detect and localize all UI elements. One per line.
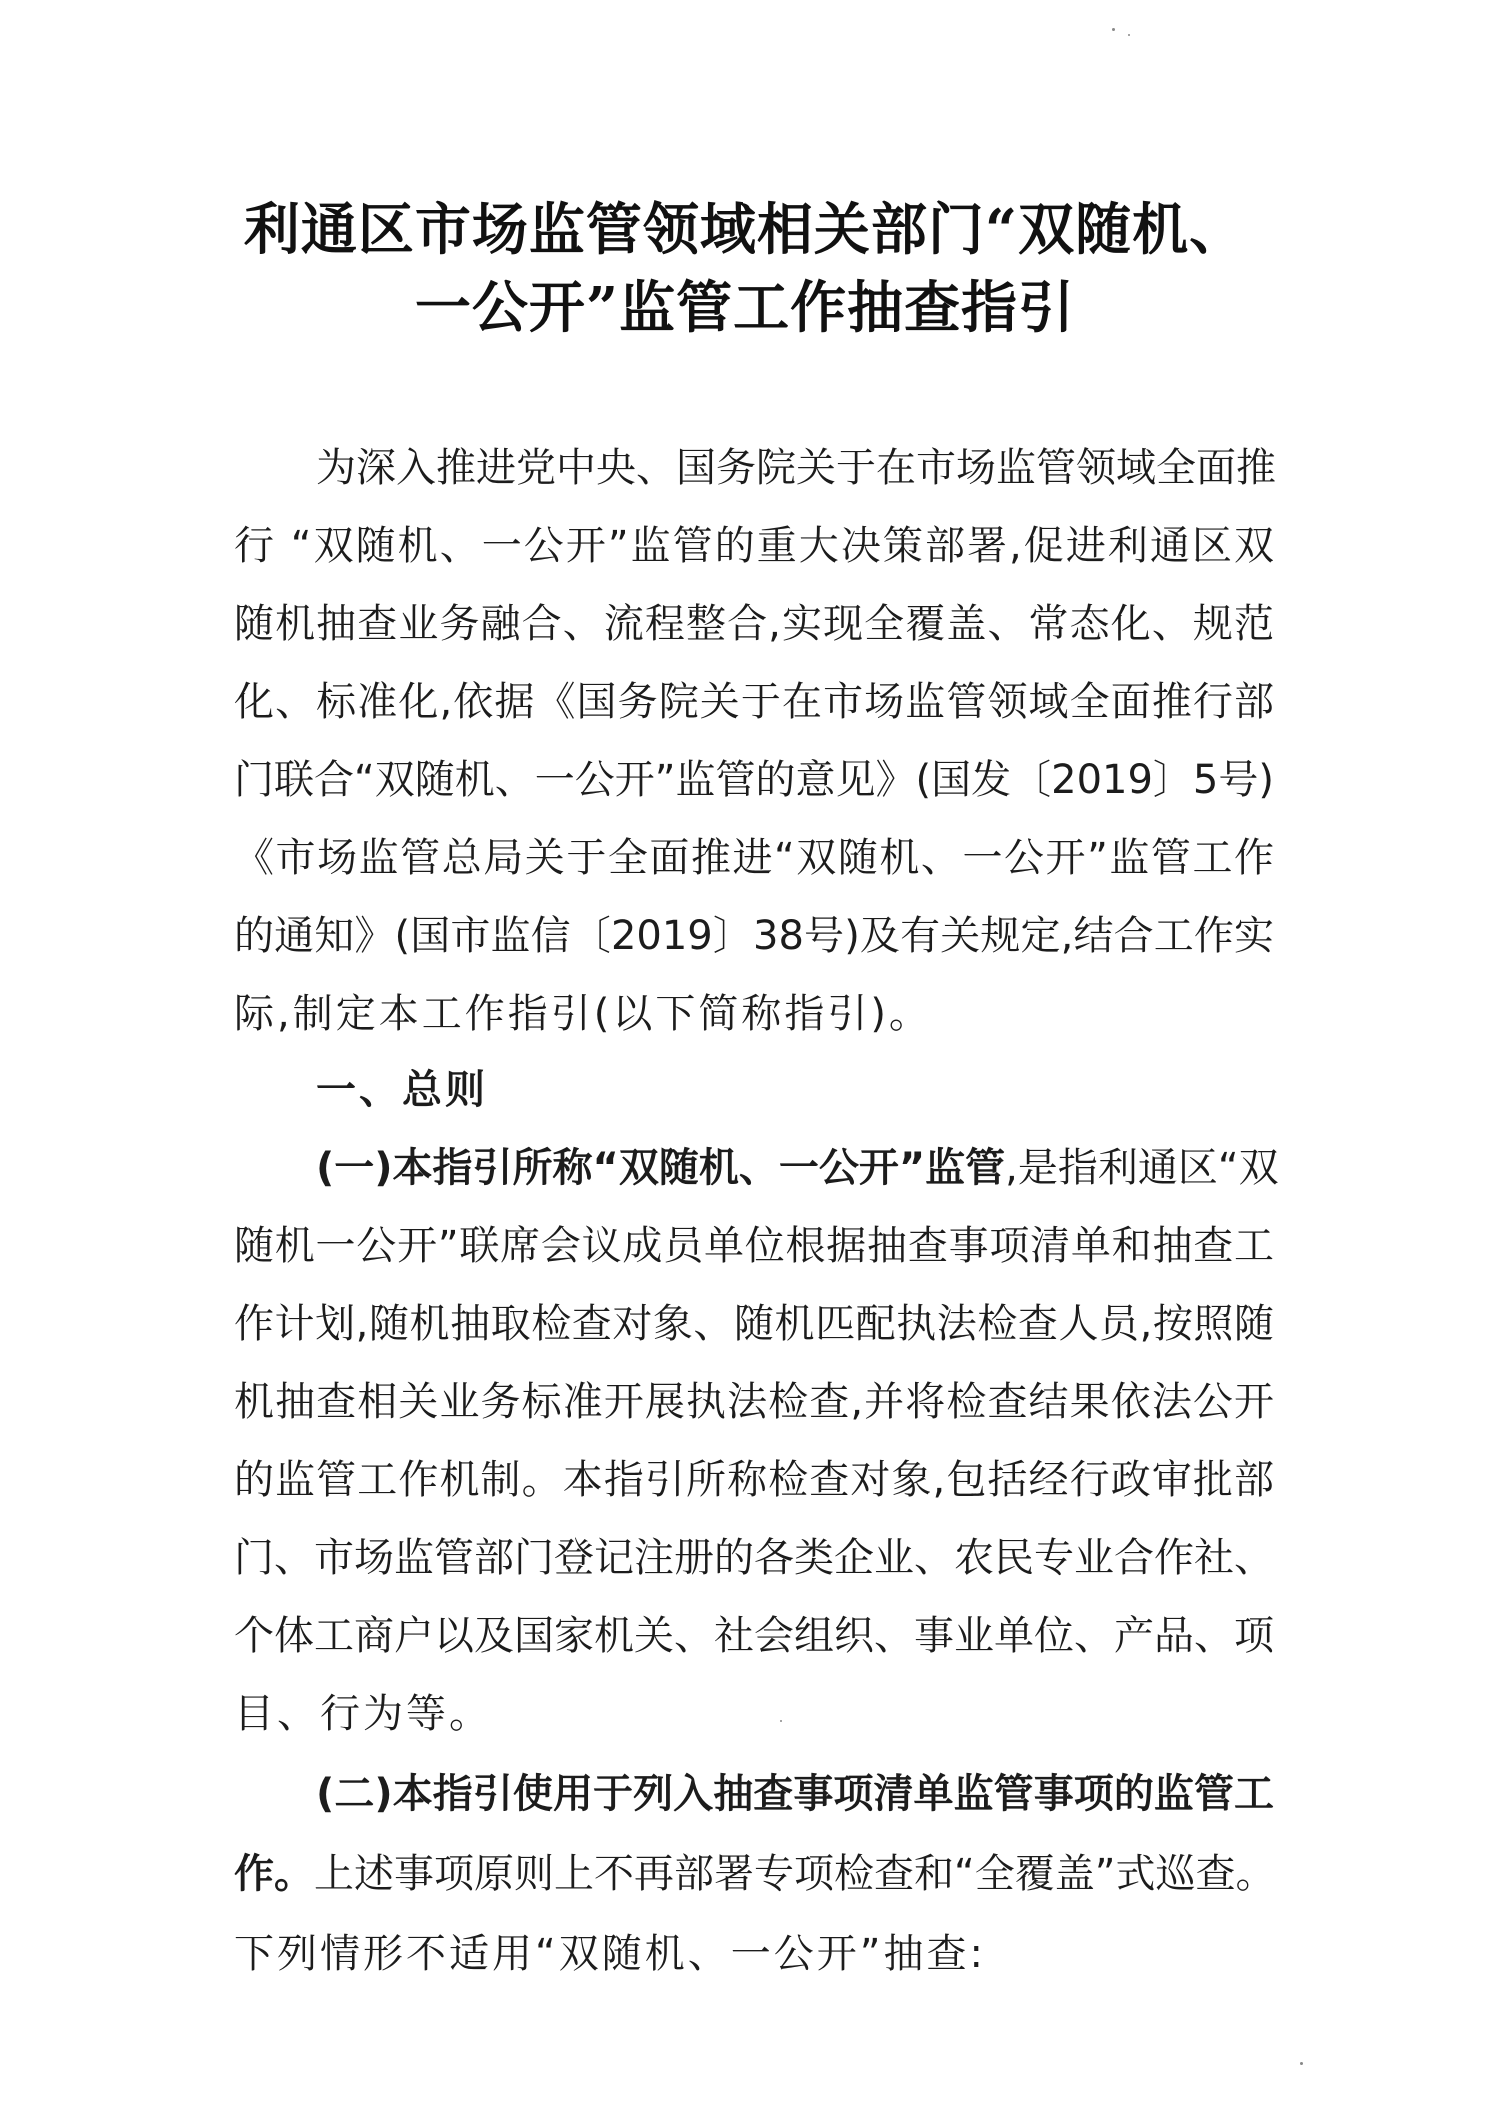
item1-line-6: 门、市场监管部门登记注册的各类企业、农民专业合作社、 xyxy=(234,1535,1274,1581)
item2-line-3: 下列情形不适用“双随机、一公开”抽查: xyxy=(234,1931,986,1977)
item1-line-4: 机抽查相关业务标准开展执法检查,并将检查结果依法公开 xyxy=(234,1379,1274,1425)
scan-speck xyxy=(780,1720,782,1722)
intro-line-5: 门联合“双随机、一公开”监管的意见》(国发〔2019〕5号) xyxy=(234,757,1274,803)
document-title-line-1: 利通区市场监管领域相关部门“双随机、 xyxy=(243,197,1247,263)
scan-speck xyxy=(1128,34,1130,36)
item2-lead-2: 作。 xyxy=(234,1851,314,1897)
item2-line-1: (二)本指引使用于列入抽查事项清单监管事项的监管工 xyxy=(316,1771,1274,1817)
section-heading-general: 一、总则 xyxy=(316,1067,488,1113)
intro-line-4: 化、标准化,依据《国务院关于在市场监管领域全面推行部 xyxy=(234,679,1274,725)
item2-lead-2-rest: 上述事项原则上不再部署专项检查和“全覆盖”式巡查。 xyxy=(314,1851,1276,1897)
item1-lead-rest: ,是指利通区“双 xyxy=(1005,1145,1279,1191)
intro-line-1: 为深入推进党中央、国务院关于在市场监管领域全面推 xyxy=(316,445,1276,491)
intro-line-2: 行 “双随机、一公开”监管的重大决策部署,促进利通区双 xyxy=(234,523,1274,569)
intro-line-7: 的通知》(国市监信〔2019〕38号)及有关规定,结合工作实 xyxy=(234,913,1274,959)
scan-speck xyxy=(1300,2062,1303,2065)
item1-line-5: 的监管工作机制。本指引所称检查对象,包括经行政审批部 xyxy=(234,1457,1274,1503)
intro-line-8: 际,制定本工作指引(以下简称指引)。 xyxy=(234,991,932,1037)
item2-line-2 xyxy=(234,1846,1274,1902)
item1-line-3: 作计划,随机抽取检查对象、随机匹配执法检查人员,按照随 xyxy=(234,1301,1274,1347)
item1-lead: (一)本指引所称“双随机、一公开”监管 xyxy=(316,1145,1006,1191)
item1-line-2: 随机一公开”联席会议成员单位根据抽查事项清单和抽查工 xyxy=(234,1223,1274,1269)
document-title-line-2: 一公开”监管工作抽查指引 xyxy=(414,275,1076,341)
intro-line-3: 随机抽查业务融合、流程整合,实现全覆盖、常态化、规范 xyxy=(234,601,1274,647)
item1-line-1 xyxy=(316,1140,1279,1196)
intro-line-6: 《市场监管总局关于全面推进“双随机、一公开”监管工作 xyxy=(234,835,1274,881)
scan-speck xyxy=(1112,28,1115,31)
item1-line-7: 个体工商户以及国家机关、社会组织、事业单位、产品、项 xyxy=(234,1613,1274,1659)
item1-line-8: 目、行为等。 xyxy=(234,1691,492,1737)
